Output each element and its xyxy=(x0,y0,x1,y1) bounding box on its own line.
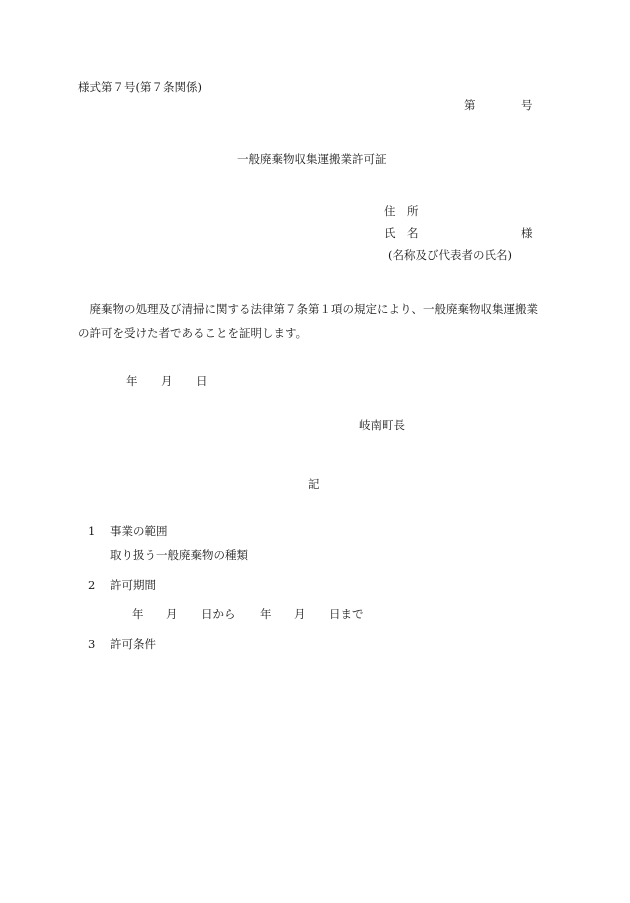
number-suffix: 号 xyxy=(521,98,533,112)
number-prefix: 第 xyxy=(464,98,476,112)
notes-heading: 記 xyxy=(308,477,320,491)
period-end-year: 年 xyxy=(260,607,272,621)
date-day: 日 xyxy=(196,374,208,388)
document-title: 一般廃棄物収集運搬業許可証 xyxy=(237,152,387,166)
body-line-2: の許可を受けた者であることを証明します。 xyxy=(78,326,308,340)
period-start-day: 日から xyxy=(201,607,236,621)
honorific: 様 xyxy=(521,226,533,240)
item-2-number: 2 xyxy=(88,578,96,592)
name-note: (名称及び代表者の氏名) xyxy=(388,248,512,262)
item-1-number: 1 xyxy=(88,524,96,538)
body-line-1: 廃棄物の処理及び清掃に関する法律第７条第１項の規定により、一般廃棄物収集運搬業 xyxy=(78,302,538,316)
item-2-label: 許可期間 xyxy=(110,578,156,592)
item-3-number: 3 xyxy=(88,637,96,651)
date-month: 月 xyxy=(161,374,173,388)
period-end-day: 日まで xyxy=(329,607,364,621)
issuer: 岐南町長 xyxy=(359,418,405,432)
period-end-month: 月 xyxy=(294,607,306,621)
form-label: 様式第７号(第７条関係) xyxy=(78,80,202,94)
name-label: 氏 名 xyxy=(384,226,419,240)
period-start-year: 年 xyxy=(132,607,144,621)
item-3-label: 許可条件 xyxy=(110,637,156,651)
address-label: 住 所 xyxy=(384,204,419,218)
item-1-sub: 取り扱う一般廃棄物の種類 xyxy=(110,548,248,562)
date-year: 年 xyxy=(126,374,138,388)
period-start-month: 月 xyxy=(166,607,178,621)
item-1-label: 事業の範囲 xyxy=(110,524,168,538)
